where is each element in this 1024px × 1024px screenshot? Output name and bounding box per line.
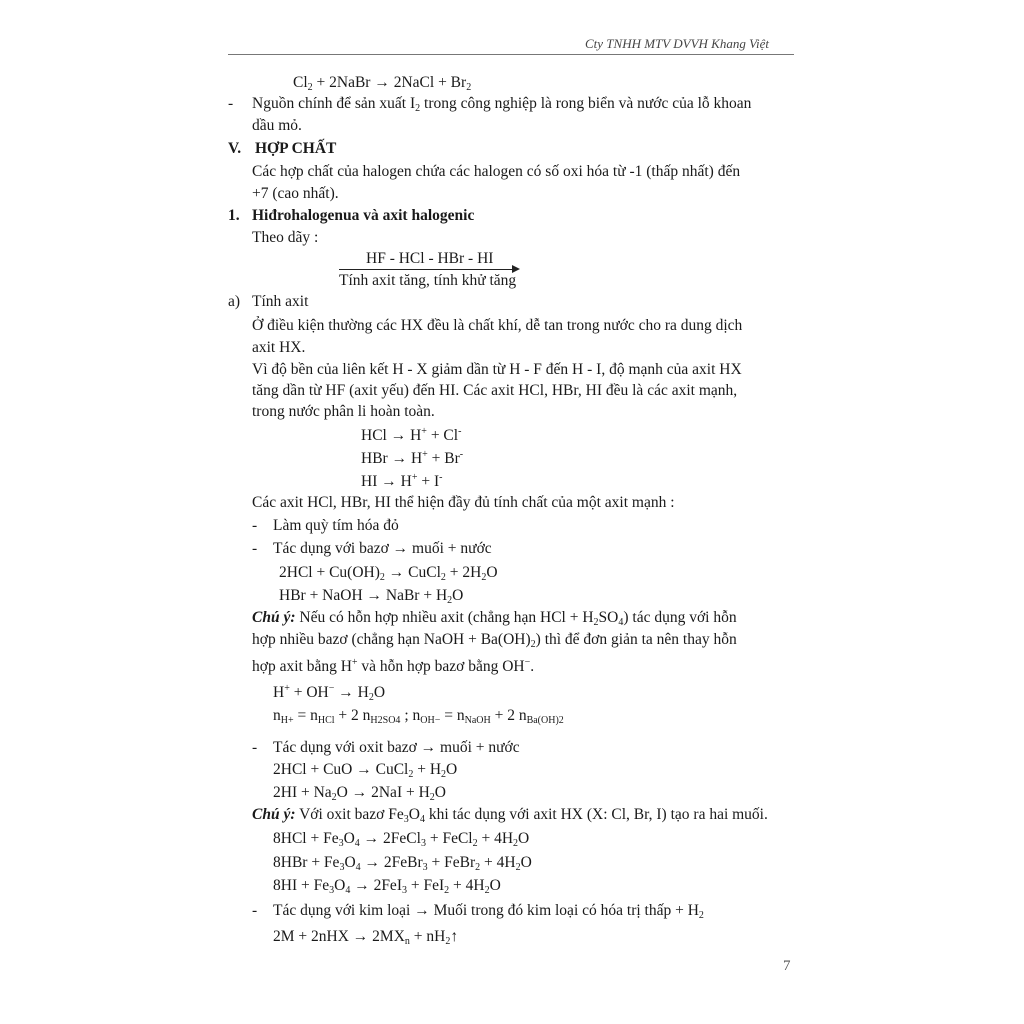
page-number: 7	[783, 958, 791, 974]
strong-acid-statement: Các axit HCl, HBr, HI thể hiện đầy đủ tính chất của một axit mạnh :	[252, 494, 675, 511]
equation-hcl-ionization: HCl → H+ + Cl-	[361, 426, 462, 444]
heading-number: 1.	[228, 207, 240, 224]
equation-hcl-fe3o4: $8HCl + Fe_3O_4$ → 2FeCl$_3$ + FeCl$_2$ + $4H_2O$	[273, 830, 530, 849]
header-rule	[228, 54, 794, 55]
paragraph-1-line-2: axit HX.	[252, 339, 306, 356]
property-basic-oxide: Tác dụng với oxit bazơ → muối + nước	[273, 739, 520, 756]
iodine-source-line-1: Nguồn chính để sản xuất $I_2$ trong công nghiệp là rong biển và nước của lỗ khoan	[252, 95, 752, 114]
equation-hi-fe3o4: $8HI + Fe_3O_4 \to 2FeI_3 + FeI_2 + 4H_2O$	[273, 877, 501, 896]
equation-hbr-ionization: HBr → H+ + Br-	[361, 449, 464, 467]
bullet-dash: -	[252, 739, 258, 756]
equation-hbr-fe3o4: $8HBr + Fe_3O_4$ → 2FeBr$_3$ + FeBr$_2$ + $4H_2O$	[273, 854, 532, 873]
paragraph-1-line-1: Ở điều kiện thường các HX đều là chất khí, dễ tan trong nước cho ra dung dịch	[252, 317, 743, 334]
equation-cl2-nabr: $Cl_2$ + 2NaBr → 2NaCl + $Br_2$	[293, 74, 472, 93]
series-caption: Tính axit tăng, tính khử tăng	[339, 272, 517, 289]
series-intro: Theo dãy :	[252, 229, 319, 246]
property-base: Tác dụng với bazơ → muối + nước	[273, 540, 492, 557]
equation-hi-na2o: $2HI + Na_2O \to 2NaI + H_2O$	[273, 784, 446, 803]
property-litmus: Làm quỳ tím hóa đỏ	[273, 517, 399, 534]
bullet-dash: -	[252, 540, 258, 557]
section-number: V.	[228, 140, 242, 157]
equation-mole-balance: $n_{H+} = n_{HCl} + 2$ $n_{H2SO4}$ ; $n_{OH-} = n_{NaOH} + 2$ $n_{Ba(OH)2}$	[273, 707, 564, 726]
equation-hcl-cuoh2: $2HCl + Cu(OH)_2$ → CuCl$_2$ + $2H_2O$	[279, 564, 498, 583]
bullet-dash: -	[252, 902, 258, 919]
publisher-header: Cty TNHH MTV DVVH Khang Việt	[585, 36, 770, 51]
equation-neutralization: $H^+ + OH^- \to H_2O$	[273, 683, 386, 703]
note-mixed-acids-line-2: hợp nhiều bazơ (chẳng hạn NaOH + $Ba(OH)_2$) thì để đơn giản ta nên thay hỗn	[252, 631, 737, 650]
equation-hcl-cuo: 2HCl + CuO → CuCl$_2$ + $H_2O$	[273, 761, 458, 780]
subheading-title: Tính axit	[252, 293, 309, 310]
bullet-dash: -	[252, 517, 258, 534]
intro-line-2: +7 (cao nhất).	[252, 185, 339, 202]
intro-line-1: Các hợp chất của halogen chứa các halogen có số oxi hóa từ -1 (thấp nhất) đến	[252, 163, 741, 180]
property-metal: Tác dụng với kim loại → Muối trong đó kim loại có hóa trị thấp + $H_2$	[273, 902, 704, 921]
note-fe3o4: Chú ý: Với oxit bazơ $Fe_3O_4$ khi tác dụng với axit HX (X: Cl, Br, I) tạo ra hai muối.	[252, 806, 768, 825]
halide-series: HF - HCl - HBr - HI	[366, 250, 494, 267]
equation-metal-hx: $2M + 2nHX \to 2MX_n$ + $nH_2↑$	[273, 928, 459, 947]
subheading-label: a)	[228, 293, 241, 310]
equation-hbr-naoh: HBr + NaOH → NaBr + $H_2O$	[279, 587, 464, 606]
paragraph-2-line-2: tăng dần từ HF (axit yếu) đến HI. Các axit HCl, HBr, HI đều là các axit mạnh,	[252, 382, 738, 399]
note-mixed-acids-line-1: Chú ý: Nếu có hỗn hợp nhiều axit (chẳng hạn HCl + $H_2SO_4$) tác dụng với hỗn	[252, 609, 737, 628]
heading-title: Hiđrohalogenua và axit halogenic	[252, 207, 475, 224]
paragraph-2-line-1: Vì độ bền của liên kết H - X giảm dần từ H - F đến H - I, độ mạnh của axit HX	[252, 361, 742, 378]
bullet-dash: -	[228, 95, 234, 112]
series-arrow-line	[339, 269, 517, 270]
equation-hi-ionization: HI → H+ + I-	[361, 472, 443, 490]
note-mixed-acids-line-3: hợp axit bằng H+ và hỗn hợp bazơ bằng OH−.	[252, 657, 535, 675]
paragraph-2-line-3: trong nước phân li hoàn toàn.	[252, 403, 435, 420]
iodine-source-line-2: dầu mỏ.	[252, 117, 302, 134]
section-title: HỢP CHẤT	[255, 140, 337, 157]
